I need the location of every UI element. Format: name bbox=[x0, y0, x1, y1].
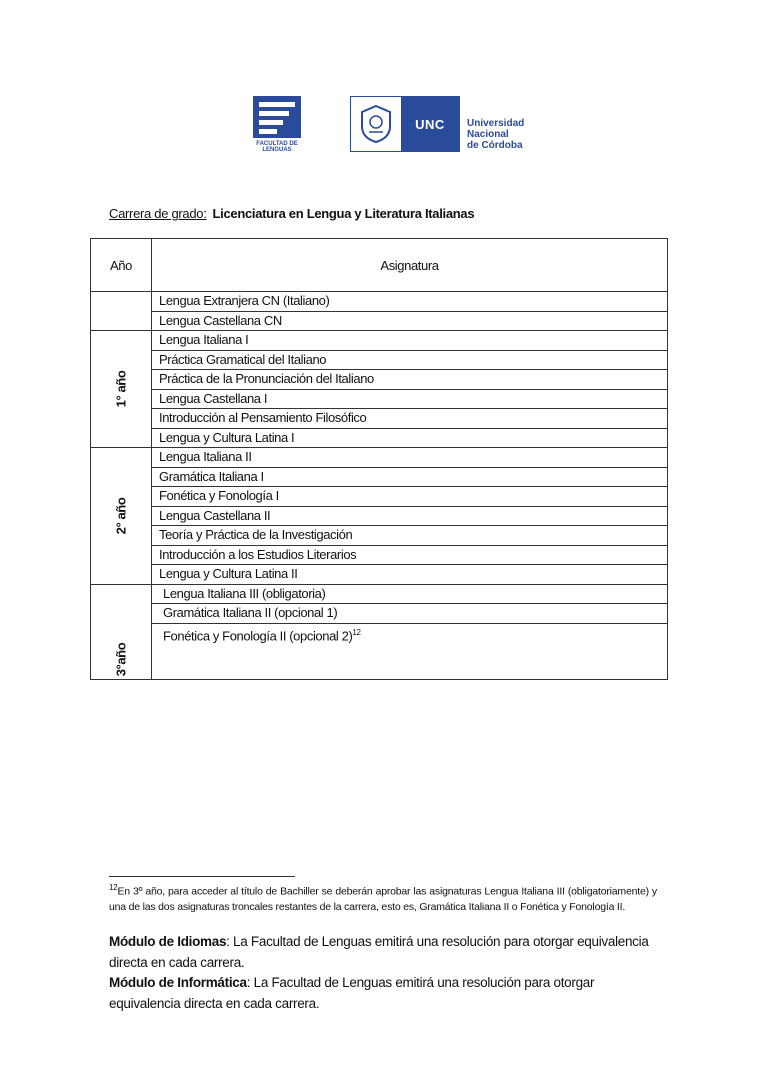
subject-cell: Lengua Italiana III (obligatoria) bbox=[152, 584, 668, 604]
subject-cell: Teoría y Práctica de la Investigación bbox=[152, 526, 668, 546]
table-row bbox=[91, 506, 668, 526]
header-subject: Asignatura bbox=[152, 239, 668, 292]
table-row bbox=[91, 623, 668, 679]
table-row bbox=[91, 311, 668, 331]
table-row bbox=[91, 292, 668, 312]
svg-text:LENGUAS: LENGUAS bbox=[262, 147, 292, 152]
footnote-ref: 12 bbox=[352, 627, 361, 637]
table-row bbox=[91, 545, 668, 565]
year-2-label: 2° año bbox=[113, 497, 129, 535]
table-row bbox=[91, 331, 668, 351]
table-row bbox=[91, 428, 668, 448]
header-year: Año bbox=[91, 239, 152, 292]
subject-cell: Lengua Italiana II bbox=[152, 448, 668, 468]
year-cell-1 bbox=[91, 331, 152, 448]
subject-cell: Lengua Castellana I bbox=[152, 389, 668, 409]
unc-seal-icon bbox=[351, 97, 401, 151]
subject-cell: Lengua Castellana II bbox=[152, 506, 668, 526]
table-row bbox=[91, 350, 668, 370]
year-cell-empty bbox=[91, 292, 152, 331]
subject-cell: Práctica Gramatical del Italiano bbox=[152, 350, 668, 370]
table-row bbox=[91, 584, 668, 604]
table-row bbox=[91, 467, 668, 487]
unc-abbrev: UNC bbox=[401, 97, 459, 151]
career-line bbox=[109, 206, 474, 221]
subject-cell: Lengua Extranjera CN (Italiano) bbox=[152, 292, 668, 312]
subject-cell: Práctica de la Pronunciación del Italiano bbox=[152, 370, 668, 390]
footnote: $^{12}$En 3º año, para acceder al título de Bachiller se deberán aprobar las asignaturas Lengua Italiana III (obligatoriamente) y una de las dos asignaturas troncales restantes de la carrera, esto es, Gramática Italiana II o Fonética y Fonología II. bbox=[109, 883, 657, 913]
subject-cell: Lengua y Cultura Latina II bbox=[152, 565, 668, 585]
table-row bbox=[91, 409, 668, 429]
career-value: Licenciatura en Lengua y Literatura Italianas bbox=[212, 206, 475, 221]
subject-cell: Lengua y Cultura Latina I bbox=[152, 428, 668, 448]
module-informatica: Módulo de Informática: La Facultad de Lenguas emitirá una resolución para otorgar equivalencia directa en cada carrera. bbox=[109, 975, 595, 1011]
table-row bbox=[91, 487, 668, 507]
subject-cell: Introducción al Pensamiento Filosófico bbox=[152, 409, 668, 429]
table-row bbox=[91, 389, 668, 409]
table-row bbox=[91, 565, 668, 585]
table-row bbox=[91, 448, 668, 468]
unc-logo bbox=[350, 96, 460, 152]
table-row bbox=[91, 370, 668, 390]
subject-cell: Fonética y Fonología I bbox=[152, 487, 668, 507]
unc-name: Universidad Nacional de Córdoba bbox=[467, 118, 525, 151]
table-row bbox=[91, 604, 668, 624]
year-3-label: 3°año bbox=[113, 642, 129, 676]
facultad-de-lenguas-logo bbox=[253, 96, 301, 152]
subject-cell: Lengua Castellana CN bbox=[152, 311, 668, 331]
subject-cell: Gramática Italiana II (opcional 1) bbox=[152, 604, 668, 624]
career-label: Carrera de grado: bbox=[109, 206, 207, 221]
svg-text:FACULTAD DE: FACULTAD DE bbox=[256, 141, 298, 147]
subject-cell-last: Fonética y Fonología II (opcional 2)$^{12}$ bbox=[152, 623, 668, 679]
year-1-label: 1° año bbox=[113, 370, 129, 408]
year-cell-2 bbox=[91, 448, 152, 585]
subjects-table bbox=[90, 238, 668, 680]
module-idiomas: Módulo de Idiomas: La Facultad de Lenguas emitirá una resolución para otorgar equivalencia directa en cada carrera. bbox=[109, 934, 649, 970]
footnote-rule bbox=[109, 876, 295, 877]
table-header-row bbox=[91, 239, 668, 292]
subject-cell: Gramática Italiana I bbox=[152, 467, 668, 487]
subject-cell: Introducción a los Estudios Literarios bbox=[152, 545, 668, 565]
subject-cell: Lengua Italiana I bbox=[152, 331, 668, 351]
table-row bbox=[91, 526, 668, 546]
year-cell-3 bbox=[91, 584, 152, 679]
